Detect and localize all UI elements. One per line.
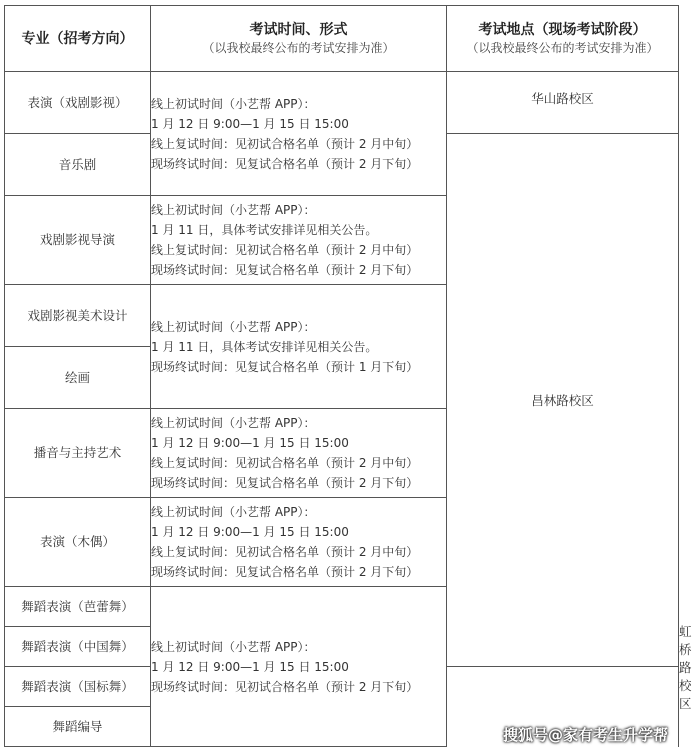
schedule-cell <box>151 498 447 587</box>
major-cell: 绘画 <box>5 347 151 409</box>
major-cell: 戏剧影视美术设计 <box>5 285 151 347</box>
schedule-line: 现场终试时间：见复试合格名单（预计 2 月下旬） <box>151 156 419 171</box>
header-time-title: 考试时间、形式 <box>249 22 348 38</box>
header-time-note: （以我校最终公布的考试安排为准） <box>202 41 395 55</box>
major-cell: 舞蹈表演（国标舞） <box>5 667 151 707</box>
header-location <box>447 6 679 72</box>
table-row <box>5 72 679 134</box>
header-time <box>151 6 447 72</box>
header-location-note: （以我校最终公布的考试安排为准） <box>466 41 659 55</box>
header-location-title: 考试地点（现场考试阶段） <box>478 22 647 38</box>
schedule-cell <box>151 196 447 285</box>
exam-schedule-table <box>4 5 692 747</box>
schedule-line: 线上复试时间：见初试合格名单（预计 2 月中旬） <box>151 456 419 470</box>
location-cell: 昌林路校区 <box>447 134 679 667</box>
schedule-cell <box>151 587 447 747</box>
schedule-line: 线上初试时间（小艺帮 APP）： <box>151 505 316 519</box>
header-row <box>5 6 679 72</box>
table-row: 舞蹈表演（芭蕾舞） 线上初试时间（小艺帮 APP）： 1 月 12 日 9:00—1 月 15 日 15:00 现场终试时间：见初试合格名单（预计 2 月下旬） 虹桥路校区 <box>5 587 679 627</box>
major-cell: 戏剧影视导演 <box>5 196 151 285</box>
schedule-line: 线上初试时间（小艺帮 APP）： <box>151 639 316 654</box>
schedule-line: 线上初试时间（小艺帮 APP）： <box>151 96 316 111</box>
schedule-cell <box>151 409 447 498</box>
header-major-label: 专业（招考方向） <box>21 30 134 47</box>
major-cell: 表演（木偶） <box>5 498 151 587</box>
schedule-line: 现场终试时间：见复试合格名单（预计 2 月下旬） <box>151 263 419 277</box>
schedule-line: 线上初试时间（小艺帮 APP）： <box>151 319 316 334</box>
schedule-line: 线上复试时间：见初试合格名单（预计 2 月中旬） <box>151 136 419 151</box>
schedule-line: 线上复试时间：见初试合格名单（预计 2 月中旬） <box>151 545 419 559</box>
location-cell: 华山路校区 <box>447 72 679 134</box>
major-cell: 表演（戏剧影视） <box>5 72 151 134</box>
schedule-cell <box>151 285 447 409</box>
schedule-line: 1 月 12 日 9:00—1 月 15 日 15:00 <box>151 659 349 674</box>
schedule-line: 现场终试时间：见复试合格名单（预计 2 月下旬） <box>151 565 419 579</box>
schedule-line: 现场终试时间：见复试合格名单（预计 1 月下旬） <box>151 359 419 374</box>
major-cell: 舞蹈编导 <box>5 707 151 747</box>
schedule-line: 线上复试时间：见初试合格名单（预计 2 月中旬） <box>151 243 419 257</box>
major-cell: 舞蹈表演（芭蕾舞） <box>5 587 151 627</box>
major-cell: 舞蹈表演（中国舞） <box>5 627 151 667</box>
schedule-line: 1 月 11 日，具体考试安排详见相关公告。 <box>151 339 378 354</box>
schedule-line: 1 月 12 日 9:00—1 月 15 日 15:00 <box>151 116 349 131</box>
schedule-line: 线上初试时间（小艺帮 APP）： <box>151 203 316 217</box>
header-major <box>5 6 151 72</box>
schedule-line: 1 月 12 日 9:00—1 月 15 日 15:00 <box>151 525 349 539</box>
major-cell: 播音与主持艺术 <box>5 409 151 498</box>
major-cell: 音乐剧 <box>5 134 151 196</box>
schedule-cell <box>151 72 447 196</box>
schedule-line: 1 月 12 日 9:00—1 月 15 日 15:00 <box>151 436 349 450</box>
schedule-line: 现场终试时间：见初试合格名单（预计 2 月下旬） <box>151 679 419 694</box>
schedule-line: 线上初试时间（小艺帮 APP）： <box>151 416 316 430</box>
schedule-line: 1 月 11 日，具体考试安排详见相关公告。 <box>151 223 378 237</box>
schedule-line: 现场终试时间：见复试合格名单（预计 2 月下旬） <box>151 476 419 490</box>
sohu-watermark: 搜狐号@家有考生升学帮 <box>502 726 668 744</box>
